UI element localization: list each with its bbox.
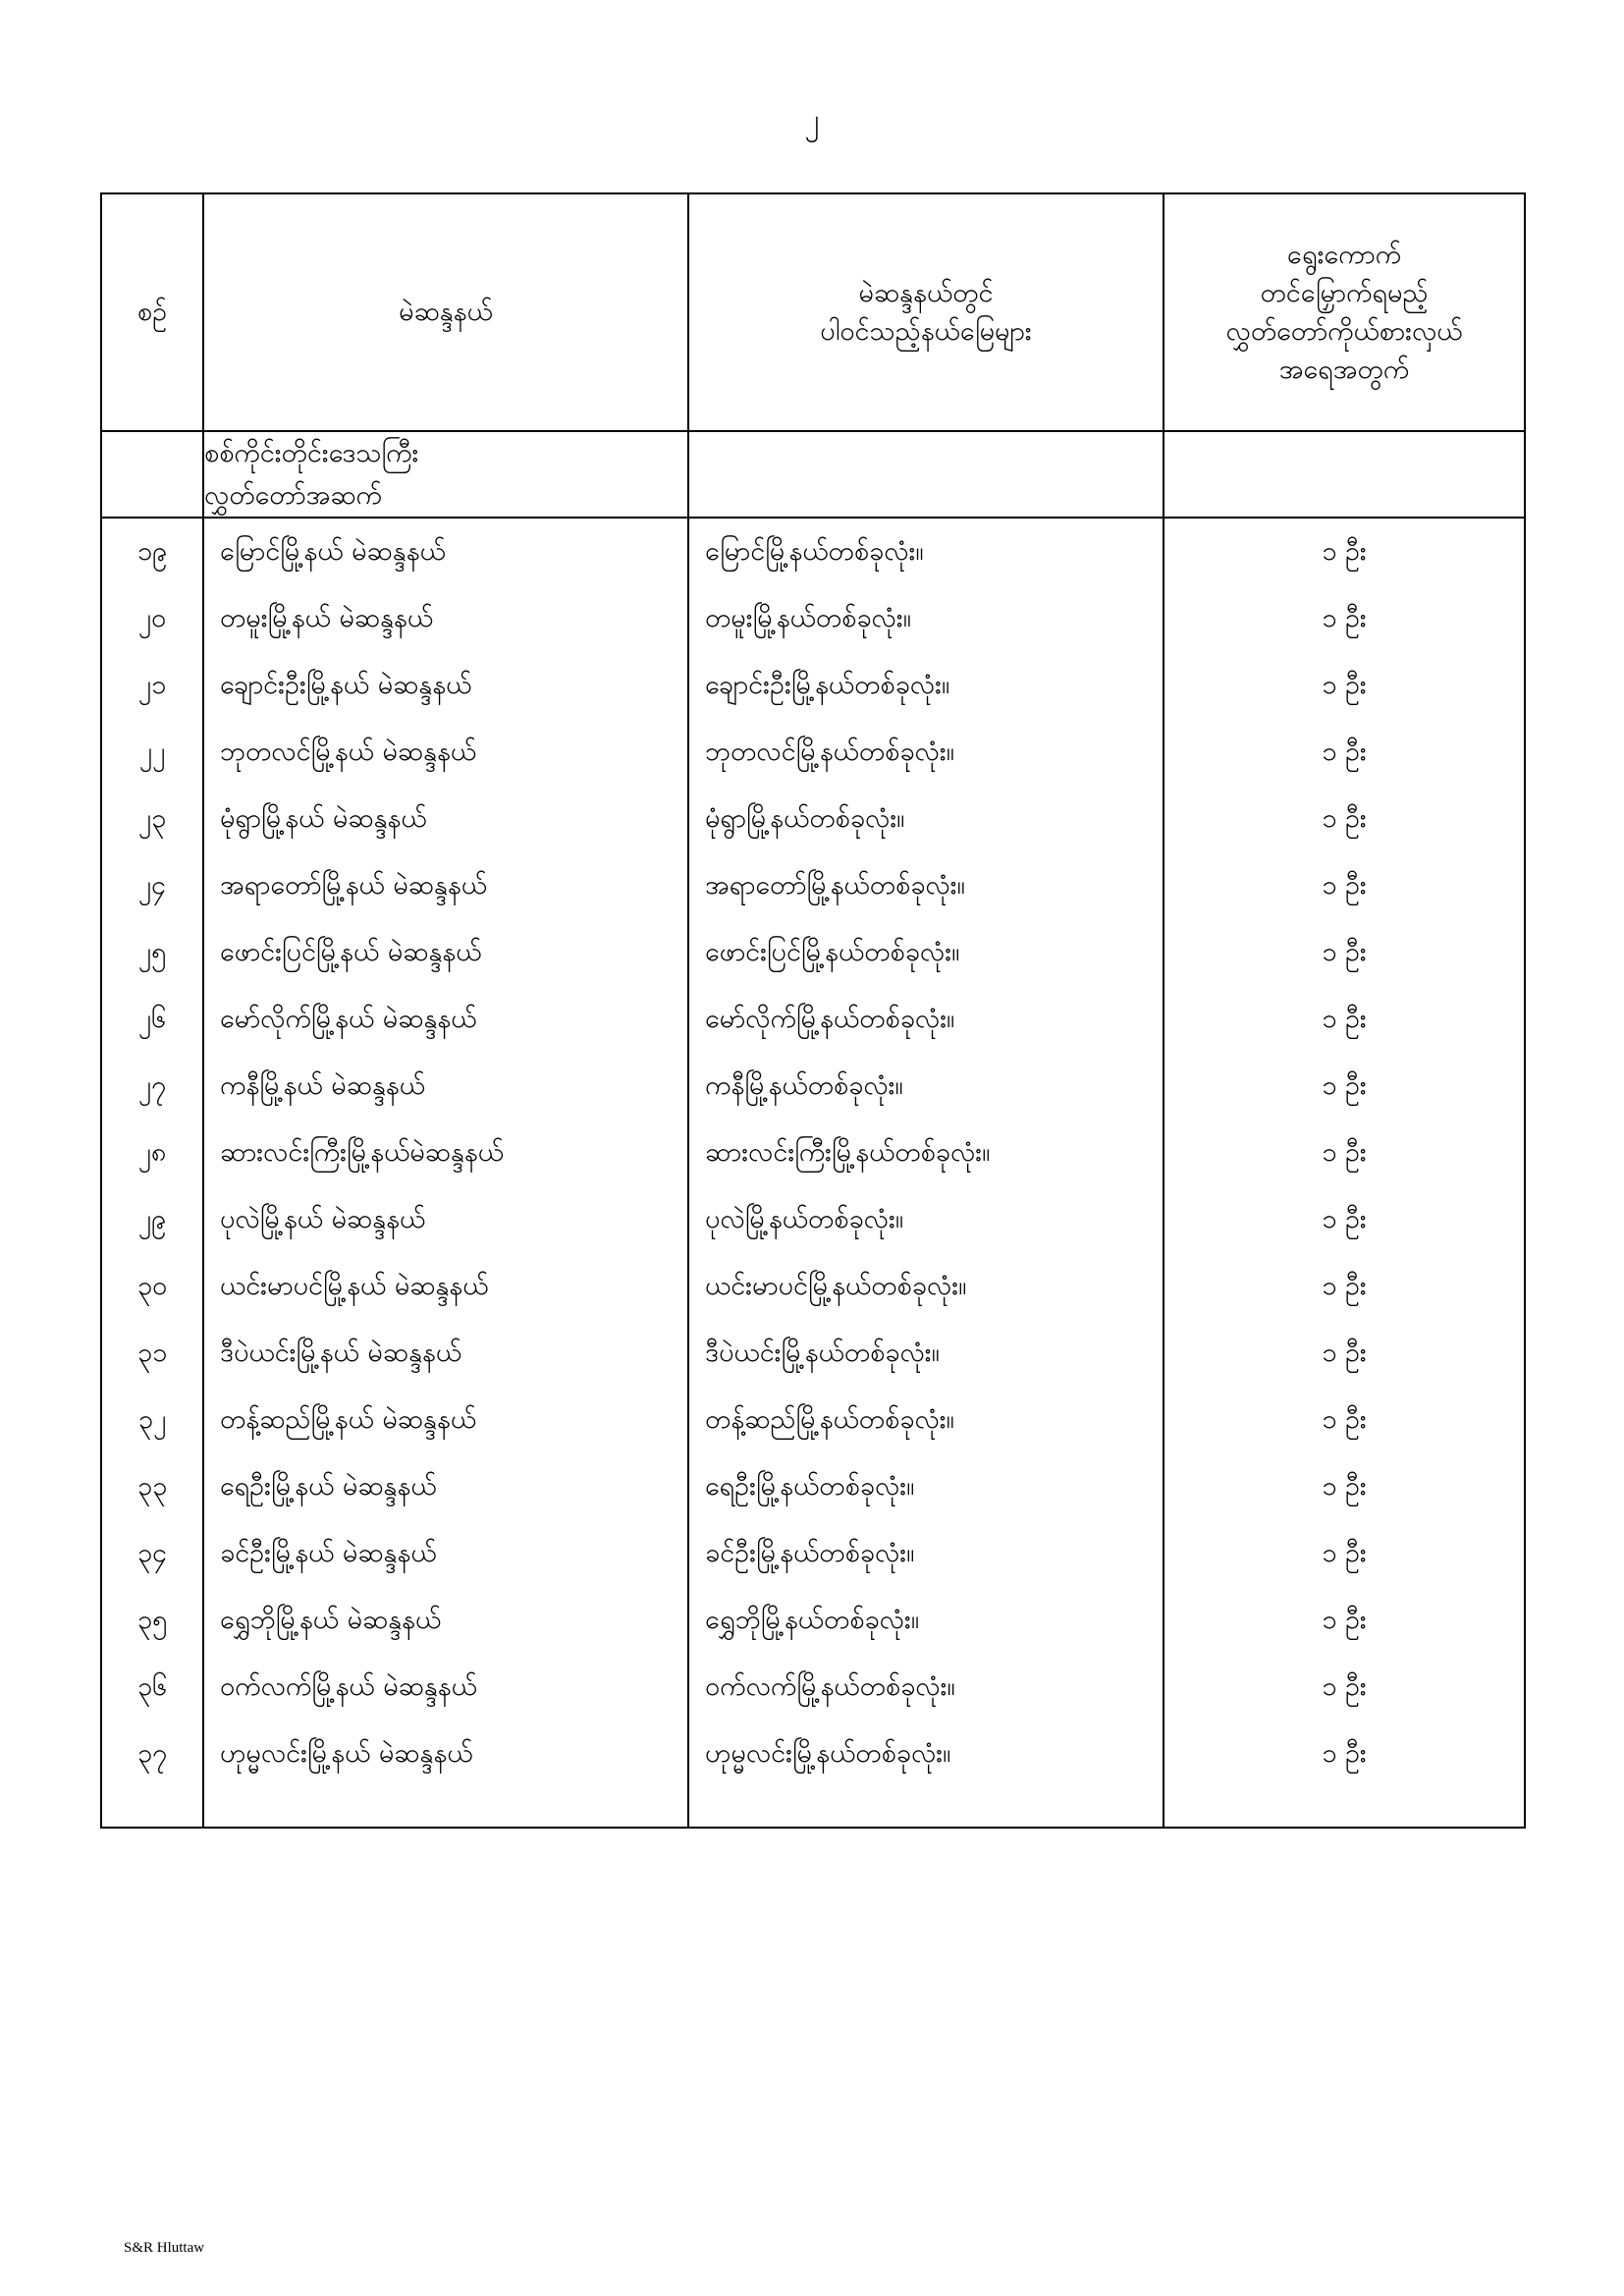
row-areas: ချောင်းဦးမြို့နယ်တစ်ခုလုံး။	[688, 652, 1164, 719]
table-row	[101, 1453, 1525, 1520]
row-constituency: ယင်းမာပင်မြို့နယ် မဲဆန္ဒနယ်	[203, 1253, 688, 1320]
constituency-table	[100, 192, 1526, 1829]
row-serial: ၃၀	[101, 1253, 203, 1320]
row-serial: ၂၈	[101, 1120, 203, 1186]
row-representative-count: ၁ ဦး	[1164, 1453, 1525, 1520]
table-row	[101, 585, 1525, 652]
row-representative-count: ၁ ဦး	[1164, 1186, 1525, 1253]
table-row	[101, 1654, 1525, 1721]
row-constituency: ဖောင်းပြင်မြို့နယ် မဲဆန္ဒနယ်	[203, 919, 688, 986]
row-constituency: တမူးမြို့နယ် မဲဆန္ဒနယ်	[203, 585, 688, 652]
row-serial: ၂၁	[101, 652, 203, 719]
section-serial-cell	[101, 431, 203, 518]
row-areas: ခင်ဦးမြို့နယ်တစ်ခုလုံး။	[688, 1520, 1164, 1587]
section-title-line-2: လွှတ်တော်အဆက်	[204, 480, 382, 512]
row-areas: မော်လိုက်မြို့နယ်တစ်ခုလုံး။	[688, 986, 1164, 1053]
row-constituency: မြောင်မြို့နယ် မဲဆန္ဒနယ်	[203, 518, 688, 585]
row-serial: ၂၃	[101, 786, 203, 852]
row-areas: ယင်းမာပင်မြို့နယ်တစ်ခုလုံး။	[688, 1253, 1164, 1320]
row-constituency: ချောင်းဦးမြို့နယ် မဲဆန္ဒနယ်	[203, 652, 688, 719]
row-serial: ၃၁	[101, 1320, 203, 1387]
row-constituency: ခင်ဦးမြို့နယ် မဲဆန္ဒနယ်	[203, 1520, 688, 1587]
row-areas: ဆားလင်းကြီးမြို့နယ်တစ်ခုလုံး။	[688, 1120, 1164, 1186]
table-row	[101, 1120, 1525, 1186]
header-areas-line-1: မဲဆန္ဒနယ်တွင်	[858, 277, 994, 308]
table-row	[101, 786, 1525, 852]
table-row	[101, 986, 1525, 1053]
row-areas: ဒီပဲယင်းမြို့နယ်တစ်ခုလုံး။	[688, 1320, 1164, 1387]
spacer-cell-1	[101, 1787, 203, 1828]
table-header	[101, 193, 1525, 431]
header-cell-representatives	[1164, 193, 1525, 431]
table-row	[101, 1320, 1525, 1387]
footer-note: S&R Hluttaw	[124, 2240, 205, 2256]
row-serial: ၃၆	[101, 1654, 203, 1721]
row-representative-count: ၁ ဦး	[1164, 919, 1525, 986]
row-areas: တန့်ဆည်မြို့နယ်တစ်ခုလုံး။	[688, 1387, 1164, 1453]
constituency-table-wrapper	[100, 192, 1524, 1829]
row-serial: ၂၆	[101, 986, 203, 1053]
row-representative-count: ၁ ဦး	[1164, 518, 1525, 585]
row-serial: ၂၂	[101, 719, 203, 786]
table-bottom-spacer	[101, 1787, 1525, 1828]
row-representative-count: ၁ ဦး	[1164, 1587, 1525, 1654]
header-cell-serial	[101, 193, 203, 431]
row-serial: ၂၇	[101, 1053, 203, 1120]
row-areas: ဟုမ္မလင်းမြို့နယ်တစ်ခုလုံး။	[688, 1721, 1164, 1787]
row-areas: အရာတော်မြို့နယ်တစ်ခုလုံး။	[688, 852, 1164, 919]
table-row	[101, 1387, 1525, 1453]
row-serial: ၂၀	[101, 585, 203, 652]
row-representative-count: ၁ ဦး	[1164, 1253, 1525, 1320]
page-number: ၂	[804, 103, 820, 137]
row-representative-count: ၁ ဦး	[1164, 852, 1525, 919]
row-representative-count: ၁ ဦး	[1164, 652, 1525, 719]
row-representative-count: ၁ ဦး	[1164, 719, 1525, 786]
section-areas-cell	[688, 431, 1164, 518]
table-row	[101, 518, 1525, 585]
row-serial: ၃၂	[101, 1387, 203, 1453]
header-reps-line-2: တင်မြှောက်ရမည့်	[1260, 277, 1429, 308]
row-representative-count: ၁ ဦး	[1164, 1053, 1525, 1120]
header-reps-line-1: ရွေးကောက်	[1286, 239, 1402, 270]
table-row	[101, 1053, 1525, 1120]
row-constituency: ဘုတလင်မြို့နယ် မဲဆန္ဒနယ်	[203, 719, 688, 786]
row-areas: ကနီမြို့နယ်တစ်ခုလုံး။	[688, 1053, 1164, 1120]
table-row	[101, 1253, 1525, 1320]
row-representative-count: ၁ ဦး	[1164, 1387, 1525, 1453]
row-constituency: ဒီပဲယင်းမြို့နယ် မဲဆန္ဒနယ်	[203, 1320, 688, 1387]
section-title-cell	[203, 431, 688, 518]
row-constituency: တန့်ဆည်မြို့နယ် မဲဆန္ဒနယ်	[203, 1387, 688, 1453]
row-constituency: ကနီမြို့နယ် မဲဆန္ဒနယ်	[203, 1053, 688, 1120]
row-constituency: မုံရွာမြို့နယ် မဲဆန္ဒနယ်	[203, 786, 688, 852]
row-constituency: ရွှေဘိုမြို့နယ် မဲဆန္ဒနယ်	[203, 1587, 688, 1654]
header-row	[101, 193, 1525, 431]
row-representative-count: ၁ ဦး	[1164, 986, 1525, 1053]
row-representative-count: ၁ ဦး	[1164, 1120, 1525, 1186]
row-areas: ရေဦးမြို့နယ်တစ်ခုလုံး။	[688, 1453, 1164, 1520]
row-serial: ၃၇	[101, 1721, 203, 1787]
row-serial: ၃၄	[101, 1520, 203, 1587]
row-serial: ၁၉	[101, 518, 203, 585]
table-row	[101, 1520, 1525, 1587]
table-row	[101, 1587, 1525, 1654]
section-header-row	[101, 431, 1525, 518]
table-row	[101, 719, 1525, 786]
header-reps-line-3: လွှတ်တော်ကိုယ်စားလှယ်	[1225, 316, 1463, 347]
row-serial: ၃၃	[101, 1453, 203, 1520]
row-areas: မုံရွာမြို့နယ်တစ်ခုလုံး။	[688, 786, 1164, 852]
row-serial: ၃၅	[101, 1587, 203, 1654]
header-constituency-line-1: မဲဆန္ဒနယ်	[399, 297, 493, 328]
row-constituency: ဝက်လက်မြို့နယ် မဲဆန္ဒနယ်	[203, 1654, 688, 1721]
row-representative-count: ၁ ဦး	[1164, 585, 1525, 652]
header-reps-line-4: အရေအတွက်	[1278, 355, 1410, 386]
header-areas-line-2: ပါဝင်သည့်နယ်မြေများ	[820, 316, 1032, 347]
row-serial: ၂၅	[101, 919, 203, 986]
section-count-cell	[1164, 431, 1525, 518]
table-row	[101, 919, 1525, 986]
row-representative-count: ၁ ဦး	[1164, 1721, 1525, 1787]
table-row	[101, 852, 1525, 919]
row-representative-count: ၁ ဦး	[1164, 1520, 1525, 1587]
row-areas: ရွှေဘိုမြို့နယ်တစ်ခုလုံး။	[688, 1587, 1164, 1654]
row-representative-count: ၁ ဦး	[1164, 1654, 1525, 1721]
header-serial-line-1: စဥ်	[136, 297, 168, 328]
row-constituency: ဟုမ္မလင်းမြို့နယ် မဲဆန္ဒနယ်	[203, 1721, 688, 1787]
row-areas: ဖောင်းပြင်မြို့နယ်တစ်ခုလုံး။	[688, 919, 1164, 986]
row-serial: ၂၉	[101, 1186, 203, 1253]
row-representative-count: ၁ ဦး	[1164, 786, 1525, 852]
header-cell-constituency	[203, 193, 688, 431]
header-cell-areas	[688, 193, 1164, 431]
table-row	[101, 1186, 1525, 1253]
table-row	[101, 652, 1525, 719]
row-serial: ၂၄	[101, 852, 203, 919]
row-representative-count: ၁ ဦး	[1164, 1320, 1525, 1387]
row-constituency: ရေဦးမြို့နယ် မဲဆန္ဒနယ်	[203, 1453, 688, 1520]
row-areas: မြောင်မြို့နယ်တစ်ခုလုံး။	[688, 518, 1164, 585]
spacer-cell-2	[203, 1787, 688, 1828]
row-constituency: ဆားလင်းကြီးမြို့နယ်မဲဆန္ဒနယ်	[203, 1120, 688, 1186]
row-areas: ပုလဲမြို့နယ်တစ်ခုလုံး။	[688, 1186, 1164, 1253]
spacer-cell-4	[1164, 1787, 1525, 1828]
row-areas: တမူးမြို့နယ်တစ်ခုလုံး။	[688, 585, 1164, 652]
row-areas: ဘုတလင်မြို့နယ်တစ်ခုလုံး။	[688, 719, 1164, 786]
table-row	[101, 1721, 1525, 1787]
table-body	[101, 431, 1525, 1828]
section-title-line-1: စစ်ကိုင်းတိုင်းဒေသကြီး	[204, 438, 419, 468]
spacer-cell-3	[688, 1787, 1164, 1828]
row-constituency: မော်လိုက်မြို့နယ် မဲဆန္ဒနယ်	[203, 986, 688, 1053]
row-constituency: အရာတော်မြို့နယ် မဲဆန္ဒနယ်	[203, 852, 688, 919]
row-areas: ဝက်လက်မြို့နယ်တစ်ခုလုံး။	[688, 1654, 1164, 1721]
row-constituency: ပုလဲမြို့နယ် မဲဆန္ဒနယ်	[203, 1186, 688, 1253]
